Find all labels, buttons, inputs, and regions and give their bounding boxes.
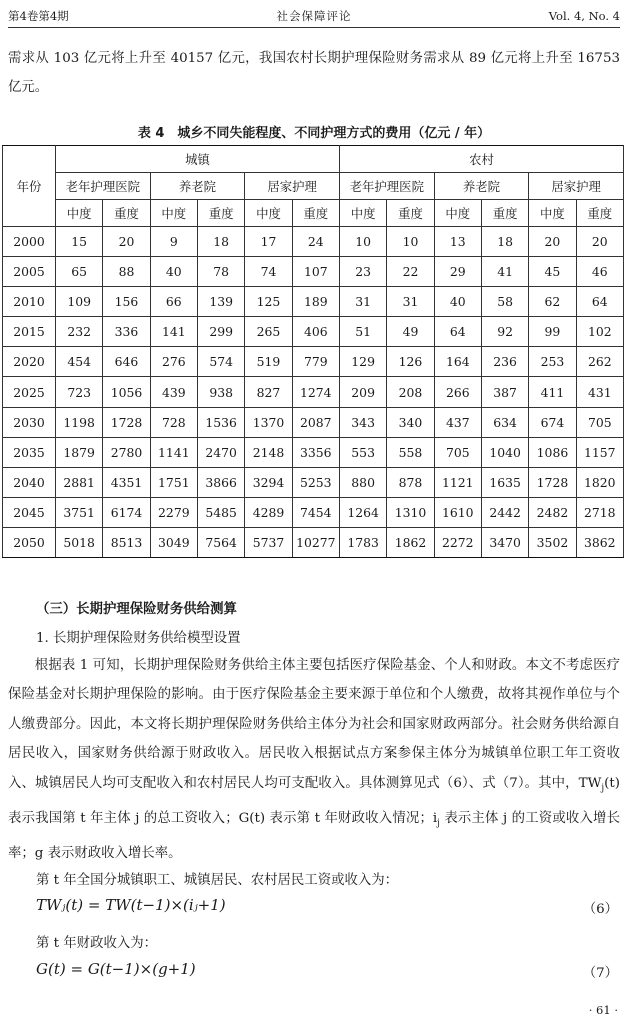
- body-text-part: 根据表 1 可知，长期护理保险财务供给主体主要包括医疗保险基金、个人和财政。本文不考虑医疗保险基金对长期护理保险的影响。由于医疗保险基金主要来源于单位和个人缴费，故将其视作单位与个人缴费部分。因此，本文将长期护理保险财务供给主体分为社会和国家财政两部分。社会财务供给源自居民收入，国家财务供给源于财政收入。居民收入根据试点方案参保主体分为城镇单位职工年工资收入、城镇居民人均可支配收入和农村居民人均可支配收入。具体测算见式（6）、式（7）。其中，TW: [8, 658, 620, 791]
- cost-cell: 41: [481, 257, 528, 287]
- cost-cell: 18: [197, 227, 244, 257]
- cost-cell: 406: [292, 317, 339, 347]
- cost-cell: 2279: [150, 497, 197, 527]
- cost-cell: 31: [387, 287, 434, 317]
- year-cell: 2045: [3, 497, 56, 527]
- cost-cell: 437: [434, 407, 481, 437]
- cost-cell: 99: [529, 317, 576, 347]
- cost-cell: 2718: [576, 497, 623, 527]
- cost-cell: 3866: [197, 467, 244, 497]
- table-body: [3, 227, 624, 558]
- cost-cell: 7564: [197, 527, 244, 557]
- care-type-header: 老年护理医院: [339, 173, 434, 200]
- cost-cell: 4351: [103, 467, 150, 497]
- severity-header: 重度: [387, 200, 434, 227]
- cost-cell: 723: [56, 377, 103, 407]
- cost-cell: 1635: [481, 467, 528, 497]
- cost-cell: 3502: [529, 527, 576, 557]
- cost-cell: 3294: [245, 467, 292, 497]
- header-issue: 第4卷第4期: [8, 9, 69, 23]
- cost-cell: 827: [245, 377, 292, 407]
- cost-cell: 236: [481, 347, 528, 377]
- cost-cell: 705: [434, 437, 481, 467]
- cost-cell: 343: [339, 407, 386, 437]
- cost-cell: 3470: [481, 527, 528, 557]
- cost-cell: 2470: [197, 437, 244, 467]
- table-row: [3, 497, 624, 527]
- table-row: [3, 407, 624, 437]
- cost-cell: 674: [529, 407, 576, 437]
- cost-cell: 387: [481, 377, 528, 407]
- cost-cell: 15: [56, 227, 103, 257]
- severity-header: 重度: [576, 200, 623, 227]
- cost-cell: 49: [387, 317, 434, 347]
- cost-cell: 1728: [529, 467, 576, 497]
- body-text-part: (t) 表示我国第 t 年主体 j 的总工资收入；G(t) 表示第 t 年财政收入情况；i: [8, 775, 620, 826]
- severity-header: 中度: [529, 200, 576, 227]
- cost-cell: 1862: [387, 527, 434, 557]
- cost-cell: 634: [481, 407, 528, 437]
- cost-cell: 340: [387, 407, 434, 437]
- cost-cell: 46: [576, 257, 623, 287]
- cost-cell: 2272: [434, 527, 481, 557]
- cost-cell: 66: [150, 287, 197, 317]
- cost-cell: 5485: [197, 497, 244, 527]
- subsection-heading: 1. 长期护理保险财务供给模型设置: [36, 631, 241, 646]
- cost-cell: 10277: [292, 527, 339, 557]
- cost-cell: 141: [150, 317, 197, 347]
- cost-cell: 31: [339, 287, 386, 317]
- table-row: [3, 527, 624, 557]
- cost-cell: 64: [576, 287, 623, 317]
- severity-header: 重度: [103, 200, 150, 227]
- table-row: [3, 377, 624, 407]
- body-text-part: 表示主体 j 的工资或收入增长率；g 表示财政收入增长率。: [8, 810, 620, 861]
- cost-cell: 431: [576, 377, 623, 407]
- severity-header: 中度: [245, 200, 292, 227]
- year-cell: 2030: [3, 407, 56, 437]
- cost-cell: 2780: [103, 437, 150, 467]
- cost-cell: 4289: [245, 497, 292, 527]
- subscript: j: [437, 818, 440, 829]
- cost-cell: 5018: [56, 527, 103, 557]
- cost-cell: 1370: [245, 407, 292, 437]
- cost-cell: 938: [197, 377, 244, 407]
- cost-cell: 266: [434, 377, 481, 407]
- region-header-urban: 城镇: [56, 146, 340, 173]
- table-row: [3, 287, 624, 317]
- wage-intro-line: 第 t 年全国分城镇职工、城镇居民、农村居民工资或收入为：: [36, 873, 399, 888]
- table-row: [3, 347, 624, 377]
- table-row: [3, 317, 624, 347]
- cost-cell: 299: [197, 317, 244, 347]
- cost-cell: 208: [387, 377, 434, 407]
- cost-cell: 10: [339, 227, 386, 257]
- cost-cell: 40: [150, 257, 197, 287]
- cost-cell: 519: [245, 347, 292, 377]
- cost-cell: 64: [434, 317, 481, 347]
- cost-cell: 102: [576, 317, 623, 347]
- cost-cell: 209: [339, 377, 386, 407]
- severity-header: 中度: [56, 200, 103, 227]
- cost-cell: 728: [150, 407, 197, 437]
- cost-cell: 18: [481, 227, 528, 257]
- cost-cell: 336: [103, 317, 150, 347]
- cost-cell: 13: [434, 227, 481, 257]
- cost-cell: 2881: [56, 467, 103, 497]
- cost-cell: 1121: [434, 467, 481, 497]
- cost-cell: 1141: [150, 437, 197, 467]
- cost-cell: 1610: [434, 497, 481, 527]
- cost-cell: 107: [292, 257, 339, 287]
- year-cell: 2025: [3, 377, 56, 407]
- care-type-header: 居家护理: [245, 173, 340, 200]
- cost-cell: 109: [56, 287, 103, 317]
- cost-cell: 1728: [103, 407, 150, 437]
- cost-cell: 2087: [292, 407, 339, 437]
- header-journal-title: 社会保障评论: [276, 9, 352, 23]
- cost-cell: 29: [434, 257, 481, 287]
- cost-cell: 646: [103, 347, 150, 377]
- cost-cell: 1274: [292, 377, 339, 407]
- care-type-header: 老年护理医院: [56, 173, 151, 200]
- cost-cell: 1536: [197, 407, 244, 437]
- cost-cell: 411: [529, 377, 576, 407]
- cost-cell: 156: [103, 287, 150, 317]
- care-type-header: 养老院: [150, 173, 245, 200]
- cost-cell: 1157: [576, 437, 623, 467]
- cost-cell: 779: [292, 347, 339, 377]
- equation-number-7: （7）: [582, 966, 618, 981]
- cost-cell: 558: [387, 437, 434, 467]
- cost-cell: 2482: [529, 497, 576, 527]
- section-heading: （三）长期护理保险财务供给测算: [36, 602, 237, 617]
- cost-cell: 253: [529, 347, 576, 377]
- cost-cell: 1783: [339, 527, 386, 557]
- cost-cell: 265: [245, 317, 292, 347]
- cost-cell: 62: [529, 287, 576, 317]
- region-header-rural: 农村: [339, 146, 623, 173]
- body-paragraph: [8, 651, 620, 868]
- cost-cell: 17: [245, 227, 292, 257]
- cost-cell: 2148: [245, 437, 292, 467]
- cost-cell: 20: [576, 227, 623, 257]
- cost-cell: 705: [576, 407, 623, 437]
- cost-cell: 1198: [56, 407, 103, 437]
- cost-cell: 454: [56, 347, 103, 377]
- cost-cell: 125: [245, 287, 292, 317]
- cost-cell: 164: [434, 347, 481, 377]
- cost-cell: 276: [150, 347, 197, 377]
- cost-cell: 22: [387, 257, 434, 287]
- cost-cell: 23: [339, 257, 386, 287]
- cost-cell: 126: [387, 347, 434, 377]
- header-rule: [8, 27, 620, 28]
- header-volume: Vol. 4, No. 4: [548, 9, 620, 23]
- cost-cell: 1086: [529, 437, 576, 467]
- fiscal-intro-line: 第 t 年财政收入为：: [36, 936, 158, 951]
- cost-cell: 88: [103, 257, 150, 287]
- cost-cell: 1820: [576, 467, 623, 497]
- cost-cell: 880: [339, 467, 386, 497]
- cost-cell: 5253: [292, 467, 339, 497]
- cost-cell: 1879: [56, 437, 103, 467]
- year-cell: 2020: [3, 347, 56, 377]
- care-type-header: 养老院: [434, 173, 529, 200]
- year-cell: 2050: [3, 527, 56, 557]
- cost-cell: 1040: [481, 437, 528, 467]
- year-cell: 2005: [3, 257, 56, 287]
- cost-cell: 129: [339, 347, 386, 377]
- cost-cell: 139: [197, 287, 244, 317]
- table-row: [3, 257, 624, 287]
- year-cell: 2035: [3, 437, 56, 467]
- severity-header: 重度: [292, 200, 339, 227]
- cost-cell: 1310: [387, 497, 434, 527]
- running-header: [8, 6, 620, 26]
- cost-cell: 65: [56, 257, 103, 287]
- year-header: 年份: [3, 146, 56, 227]
- cost-cell: 24: [292, 227, 339, 257]
- cost-cell: 78: [197, 257, 244, 287]
- formula-6: TWⱼ(t) = TW(t−1)×(iⱼ+1): [36, 896, 226, 914]
- cost-cell: 10: [387, 227, 434, 257]
- severity-header: 重度: [197, 200, 244, 227]
- table-head: [3, 146, 624, 227]
- cost-cell: 3049: [150, 527, 197, 557]
- cost-cell: 8513: [103, 527, 150, 557]
- page-number: · 61 ·: [588, 1003, 618, 1017]
- cost-cell: 1264: [339, 497, 386, 527]
- cost-cell: 439: [150, 377, 197, 407]
- care-type-header: 居家护理: [529, 173, 624, 200]
- severity-header: 中度: [150, 200, 197, 227]
- severity-header: 重度: [481, 200, 528, 227]
- subscript: j: [601, 783, 605, 794]
- cost-cell: 40: [434, 287, 481, 317]
- cost-cell: 20: [103, 227, 150, 257]
- intro-paragraph: 需求从 103 亿元将上升至 40157 亿元，我国农村长期护理保险财务需求从 89 亿元将上升至 16753 亿元。: [8, 51, 620, 95]
- cost-cell: 262: [576, 347, 623, 377]
- severity-header: 中度: [339, 200, 386, 227]
- cost-cell: 189: [292, 287, 339, 317]
- cost-cell: 553: [339, 437, 386, 467]
- cost-cell: 2442: [481, 497, 528, 527]
- cost-cell: 6174: [103, 497, 150, 527]
- cost-cell: 3862: [576, 527, 623, 557]
- cost-cell: 5737: [245, 527, 292, 557]
- table-row: [3, 437, 624, 467]
- cost-cell: 232: [56, 317, 103, 347]
- cost-cell: 58: [481, 287, 528, 317]
- year-cell: 2010: [3, 287, 56, 317]
- cost-cell: 3751: [56, 497, 103, 527]
- year-cell: 2000: [3, 227, 56, 257]
- cost-cell: 1751: [150, 467, 197, 497]
- table-row: [3, 227, 624, 257]
- cost-cell: 45: [529, 257, 576, 287]
- cost-cell: 51: [339, 317, 386, 347]
- cost-cell: 574: [197, 347, 244, 377]
- cost-cell: 9: [150, 227, 197, 257]
- cost-cell: 92: [481, 317, 528, 347]
- cost-cell: 878: [387, 467, 434, 497]
- cost-table: [2, 145, 624, 558]
- table-caption: 表 4 城乡不同失能程度、不同护理方式的费用（亿元 / 年）: [137, 126, 491, 141]
- cost-cell: 3356: [292, 437, 339, 467]
- cost-cell: 1056: [103, 377, 150, 407]
- cost-cell: 7454: [292, 497, 339, 527]
- equation-number-6: （6）: [582, 902, 618, 917]
- table-row: [3, 467, 624, 497]
- cost-cell: 20: [529, 227, 576, 257]
- severity-header: 中度: [434, 200, 481, 227]
- cost-cell: 74: [245, 257, 292, 287]
- year-cell: 2040: [3, 467, 56, 497]
- formula-7: G(t) = G(t−1)×(g+1): [36, 960, 196, 978]
- year-cell: 2015: [3, 317, 56, 347]
